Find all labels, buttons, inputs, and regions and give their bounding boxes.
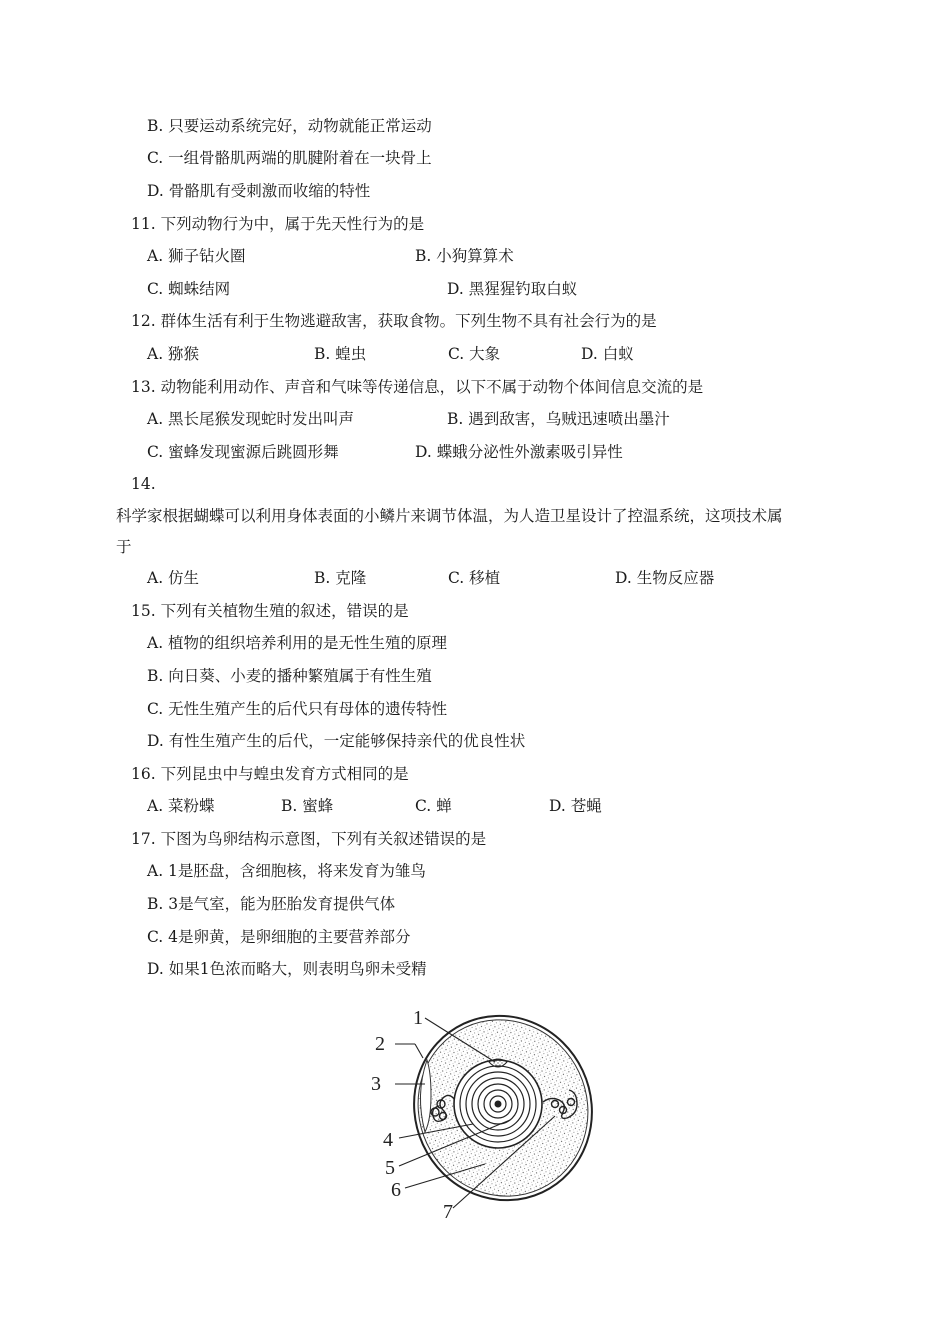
q11-option-b: B. 小狗算算术 (415, 247, 514, 265)
q13-stem: 13. 动物能利用动作、声音和气味等传递信息，以下不属于动物个体间信息交流的是 (131, 378, 704, 396)
q10-option-d: D. 骨骼肌有受刺激而收缩的特性 (147, 182, 371, 200)
q15-option-c: C. 无性生殖产生的后代只有母体的遗传特性 (147, 700, 448, 718)
q12-option-b: B. 蝗虫 (314, 345, 367, 363)
q14-option-a: A. 仿生 (147, 569, 200, 587)
q13-option-d: D. 蝶蛾分泌性外激素吸引异性 (415, 443, 623, 461)
q11-option-d: D. 黑猩猩钓取白蚁 (447, 280, 578, 298)
bird-egg-structure-diagram (355, 1000, 635, 1230)
q12-option-c: C. 大象 (448, 345, 501, 363)
q16-option-a: A. 菜粉蝶 (147, 797, 215, 815)
q11-stem: 11. 下列动物行为中，属于先天性行为的是 (131, 215, 425, 233)
q12-stem: 12. 群体生活有利于生物逃避敌害，获取食物。下列生物不具有社会行为的是 (131, 312, 657, 330)
q12-option-d: D. 白蚁 (581, 345, 634, 363)
q17-option-a: A. 1是胚盘，含细胞核，将来发育为雏鸟 (147, 862, 426, 880)
label-5: 5 (385, 1157, 395, 1179)
q16-option-b: B. 蜜蜂 (281, 797, 334, 815)
q14-option-c: C. 移植 (448, 569, 501, 587)
q14-option-d: D. 生物反应器 (615, 569, 715, 587)
q15-option-a: A. 植物的组织培养利用的是无性生殖的原理 (147, 634, 448, 652)
q10-option-b: B. 只要运动系统完好，动物就能正常运动 (147, 117, 432, 135)
label-7: 7 (443, 1201, 453, 1223)
label-1: 1 (413, 1007, 423, 1029)
q10-option-c: C. 一组骨骼肌两端的肌腱附着在一块骨上 (147, 149, 432, 167)
q13-option-c: C. 蜜蜂发现蜜源后跳圆形舞 (147, 443, 339, 461)
q16-stem: 16. 下列昆虫中与蝗虫发育方式相同的是 (131, 765, 409, 783)
q15-stem: 15. 下列有关植物生殖的叙述，错误的是 (131, 602, 409, 620)
q11-option-a: A. 狮子钻火圈 (147, 247, 246, 265)
q13-option-a: A. 黑长尾猴发现蛇时发出叫声 (147, 410, 355, 428)
label-3: 3 (371, 1073, 381, 1095)
label-6: 6 (391, 1179, 401, 1201)
q11-option-c: C. 蜘蛛结网 (147, 280, 231, 298)
q12-option-a: A. 猕猴 (147, 345, 200, 363)
q16-option-c: C. 蝉 (415, 797, 452, 815)
q13-option-b: B. 遇到敌害，乌贼迅速喷出墨汁 (447, 410, 670, 428)
q14-option-b: B. 克隆 (314, 569, 367, 587)
q15-option-b: B. 向日葵、小麦的播种繁殖属于有性生殖 (147, 667, 432, 685)
q15-option-d: D. 有性生殖产生的后代，一定能够保持亲代的优良性状 (147, 732, 526, 750)
q14-stem-line2: 于 (116, 538, 132, 556)
q14-stem-line1: 科学家根据蝴蝶可以利用身体表面的小鳞片来调节体温，为人造卫星设计了控温系统，这项技术属 (116, 507, 783, 525)
yolk (454, 1060, 542, 1148)
q17-option-c: C. 4是卵黄，是卵细胞的主要营养部分 (147, 928, 411, 946)
q14-number: 14. (131, 475, 156, 493)
q17-stem: 17. 下图为鸟卵结构示意图，下列有关叙述错误的是 (131, 830, 487, 848)
q17-option-b: B. 3是气室，能为胚胎发育提供气体 (147, 895, 396, 913)
q16-option-d: D. 苍蝇 (549, 797, 602, 815)
label-4: 4 (383, 1129, 393, 1151)
label-2: 2 (375, 1033, 385, 1055)
q17-option-d: D. 如果1色浓而略大，则表明鸟卵未受精 (147, 960, 427, 978)
